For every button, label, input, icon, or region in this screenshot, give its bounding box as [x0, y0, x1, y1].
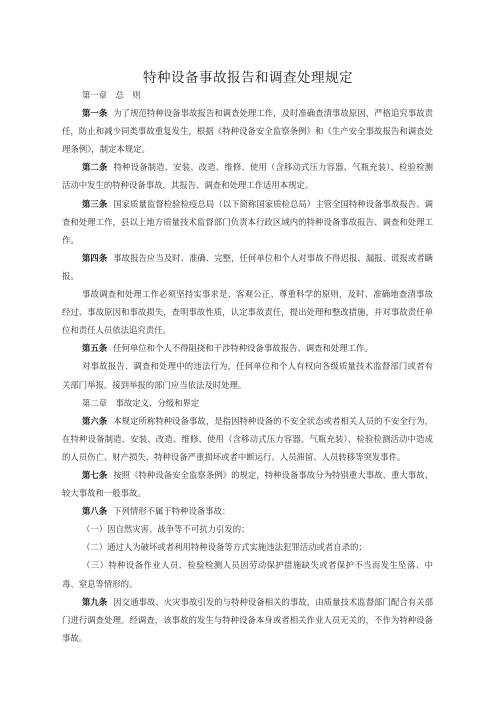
article-text: 下列情形不属于特种设备事故：: [113, 506, 231, 517]
article-1: [62, 104, 433, 158]
article-5-paragraph-2: 对事故报告、调查和处理中的违法行为，任何单位和个人有权向各级质量技术监督部门或者有关部门举报。接到举报的部门应当依法及时处理。: [62, 361, 433, 390]
article-label: 第七条: [82, 469, 108, 480]
article-label: 第六条: [82, 415, 108, 426]
article-label: 第九条: [82, 596, 108, 607]
article-label: 第三条: [82, 198, 108, 209]
article-label: 第四条: [82, 252, 108, 263]
article-7: [62, 466, 433, 502]
article-label: 第一条: [82, 108, 108, 119]
chapter-heading-2: 第二章 事故定义、分级和界定: [82, 397, 200, 408]
article-text: 特种设备制造、安装、改造、维修、使用（含移动式压力容器、气瓶充装）、检验检测活动中发生的特种设备事故，其报告、调查和处理工作适用本规定。: [62, 162, 433, 191]
article-2: [62, 158, 433, 194]
article-3: [62, 195, 433, 249]
article-text: 为了规范特种设备事故报告和调查处理工作，及时准确查清事故原因，严格追究事故责任，防止和减少同类事故重复发生，根据《特种设备安全监察条例》和《生产安全事故报告和调查处理条例》，制定本规定。: [62, 108, 434, 155]
article-5: [62, 339, 433, 357]
article-label: 第二条: [82, 162, 108, 173]
article-text: 按照《特种设备安全监察条例》的规定，特种设备事故分为特别重大事故、重大事故、较大事故和一般事故。: [62, 469, 434, 499]
article-text: 本规定所称特种设备事故，是指因特种设备的不安全状态或者相关人员的不安全行为，在特种设备制造、安装、改造、维修、使用（含移动式压力容器、气瓶充装）、检验检测活动中造成的人员伤亡、财产损失、特种设备严重损坏或者中断运行、人员滞留、人员转移等突发事件。: [62, 415, 434, 462]
document-body: [62, 86, 433, 647]
list-item: （一）因自然灾害、战争等不可抗力引发的；: [82, 524, 250, 535]
article-4-paragraph-2: 事故调查和处理工作必须坚持实事求是、客观公正、尊重科学的原则，及时、准确地查清事故经过、事故原因和事故损失，查明事故性质，认定事故责任，提出处理和整改措施，并对事故责任单位和责任人员依法追究责任。: [62, 289, 433, 336]
list-item: （二）通过人为破坏或者利用特种设备等方式实施违法犯罪活动或者自杀的；: [82, 542, 367, 553]
article-label: 第五条: [82, 343, 108, 354]
chapter-heading-1: 第一章 总 则: [82, 90, 141, 100]
article-text: 因交通事故、火灾事故引发的与特种设备相关的事故，由质量技术监督部门配合有关部门进行调查处理。经调查，该事故的发生与特种设备本身或者相关作业人员无关的，不作为特种设备事故。: [62, 596, 434, 643]
article-text: 任何单位和个人不得阻挠和干涉特种设备事故报告、调查和处理工作。: [113, 343, 373, 354]
article-text: 国家质量监督检验检疫总局（以下简称国家质检总局）主管全国特种设备事故报告、调查和处理工作，县以上地方质量技术监督部门负责本行政区域内的特种设备事故报告、调查和处理工作。: [62, 198, 434, 245]
article-9: [62, 593, 433, 647]
article-4: [62, 249, 433, 285]
article-8: [62, 502, 433, 520]
article-6: [62, 412, 433, 466]
list-item: （三）特种设备作业人员、检验检测人员因劳动保护措施缺失或者保护不当而发生坠落、中毒、窒息等情形的。: [62, 560, 433, 589]
article-text: 事故报告应当及时、准确、完整，任何单位和个人对事故不得迟报、漏报、谎报或者瞒报。: [62, 252, 434, 281]
article-label: 第八条: [82, 506, 108, 517]
document-title: 特种设备事故报告和调查处理规定: [143, 70, 353, 86]
